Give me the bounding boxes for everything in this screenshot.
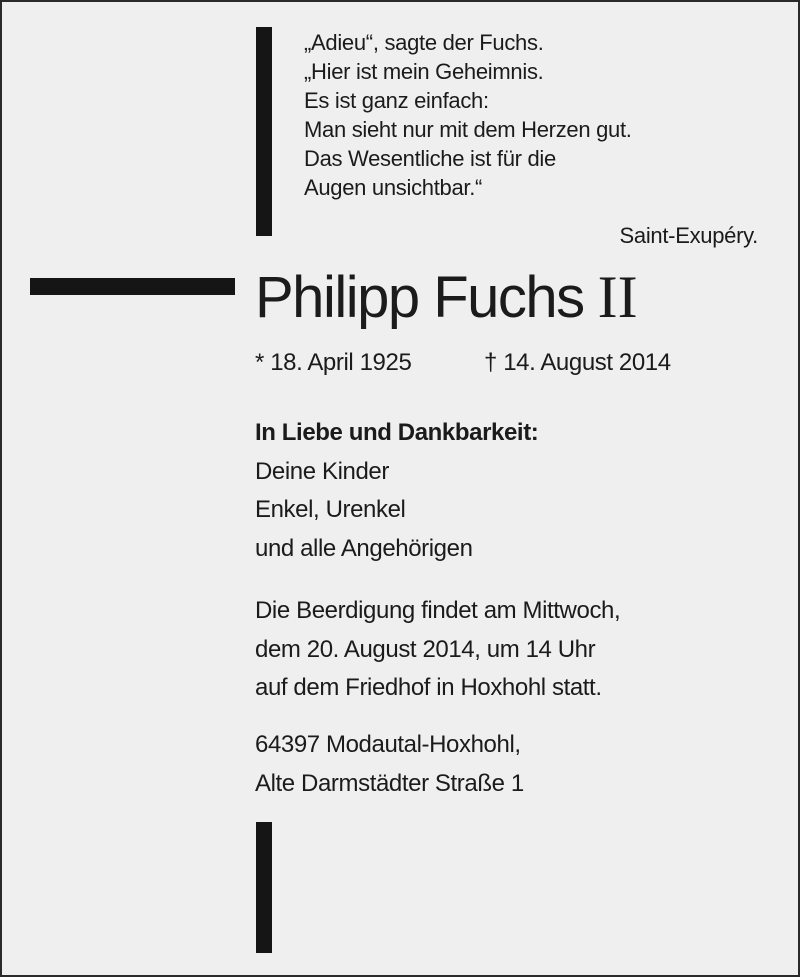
deceased-name: Philipp Fuchs	[255, 265, 584, 330]
quote	[304, 28, 632, 202]
deceased-name-suffix: II	[597, 264, 638, 330]
quote-line: Augen unsichtbar.“	[304, 175, 483, 200]
funeral-info	[255, 592, 620, 708]
address-line: Alte Darmstädter Straße 1	[255, 769, 524, 797]
cross-left-bar	[30, 278, 235, 295]
address-block	[255, 726, 524, 803]
mourners-line: Enkel, Urenkel	[255, 496, 406, 523]
birth-date: * 18. April 1925	[255, 349, 412, 376]
death-date: † 14. August 2014	[484, 349, 671, 376]
mourners-line: und alle Angehörigen	[255, 534, 473, 562]
funeral-line: dem 20. August 2014, um 14 Uhr	[255, 635, 596, 663]
mourners-heading: In Liebe und Dankbarkeit:	[255, 419, 539, 446]
deceased-name-heading	[255, 259, 638, 336]
quote-line: „Adieu“, sagte der Fuchs.	[304, 30, 544, 55]
funeral-line: auf dem Friedhof in Hoxhohl statt.	[255, 674, 602, 701]
quote-author: Saint-Exupéry.	[619, 223, 758, 248]
quote-line: Das Wesentliche ist für die	[304, 146, 556, 171]
address-line: 64397 Modautal-Hoxhohl,	[255, 731, 521, 758]
quote-line: Man sieht nur mit dem Herzen gut.	[304, 117, 632, 142]
funeral-line: Die Beerdigung findet am Mittwoch,	[255, 597, 621, 624]
quote-line: „Hier ist mein Geheimnis.	[304, 59, 544, 84]
mourners-block	[255, 414, 538, 568]
cross-top-bar	[256, 27, 272, 236]
quote-line: Es ist ganz einfach:	[304, 88, 489, 113]
cross-bottom-bar	[256, 822, 272, 953]
mourners-line: Deine Kinder	[255, 457, 389, 485]
